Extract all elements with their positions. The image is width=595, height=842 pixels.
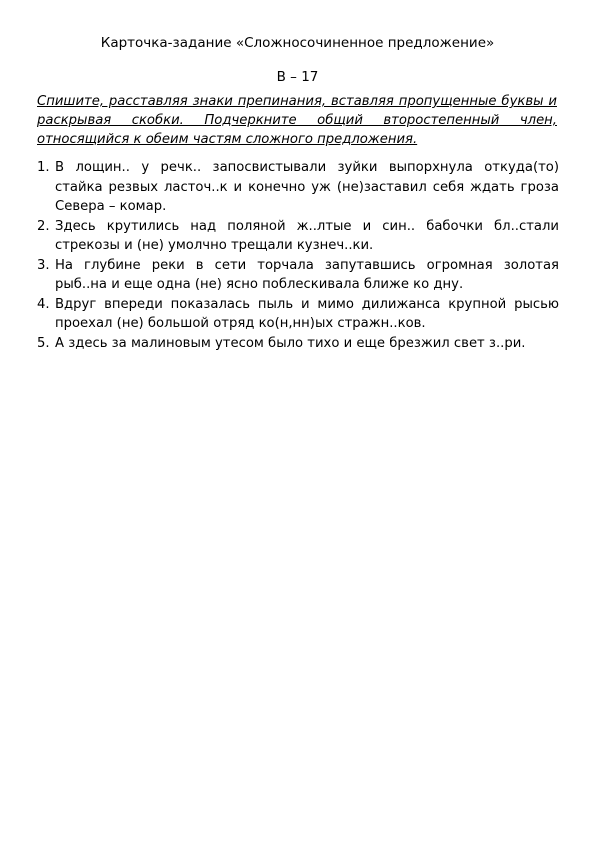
task-number: 4. xyxy=(37,296,50,312)
variant-label: В – 17 xyxy=(276,69,319,85)
task-number: 2. xyxy=(37,218,50,234)
task-text: Вдруг впереди показалась пыль и мимо дилижанса крупной рысью проехал (не) большой отряд ко(н,нн)ых стражн..ков. xyxy=(55,296,559,331)
task-number: 1. xyxy=(37,160,50,175)
task-text: Здесь крутились над поляной ж..лтые и син.. бабочки бл..стали стрекозы и (не) умолчно трещали кузнеч..ки. xyxy=(55,218,559,253)
task-text: На глубине реки в сети торчала запутавшись огромная золотая рыб..на и еще одна (не) ясно поблескивала ближе ко дну. xyxy=(55,257,559,292)
instruction-text: Спишите, расставляя знаки препинания, вставляя пропущенные буквы и раскрывая скобки. Подчеркните общий второстепенный член, относящийся к обеим частям сложного предложения. xyxy=(37,94,557,147)
task-item-4 xyxy=(37,295,559,334)
task-text: А здесь за малиновым утесом было тихо и еще брезжил свет з..ри. xyxy=(55,335,526,351)
card-title: Карточка-задание «Сложносочиненное предложение» xyxy=(100,35,495,51)
task-item-2 xyxy=(37,217,559,256)
task-number: 3. xyxy=(37,257,50,273)
task-number: 5. xyxy=(37,335,50,351)
task-item-1 xyxy=(37,158,559,217)
task-item-3 xyxy=(37,256,559,295)
task-text: В лощин.. у речк.. запосвистывали зуйки выпорхнула откуда(то) стайка резвых ласточ..к и конечно уж (не)заставил себя ждать гроза Севера – комар. xyxy=(55,160,559,214)
task-list xyxy=(37,158,559,353)
task-item-5 xyxy=(37,334,559,354)
